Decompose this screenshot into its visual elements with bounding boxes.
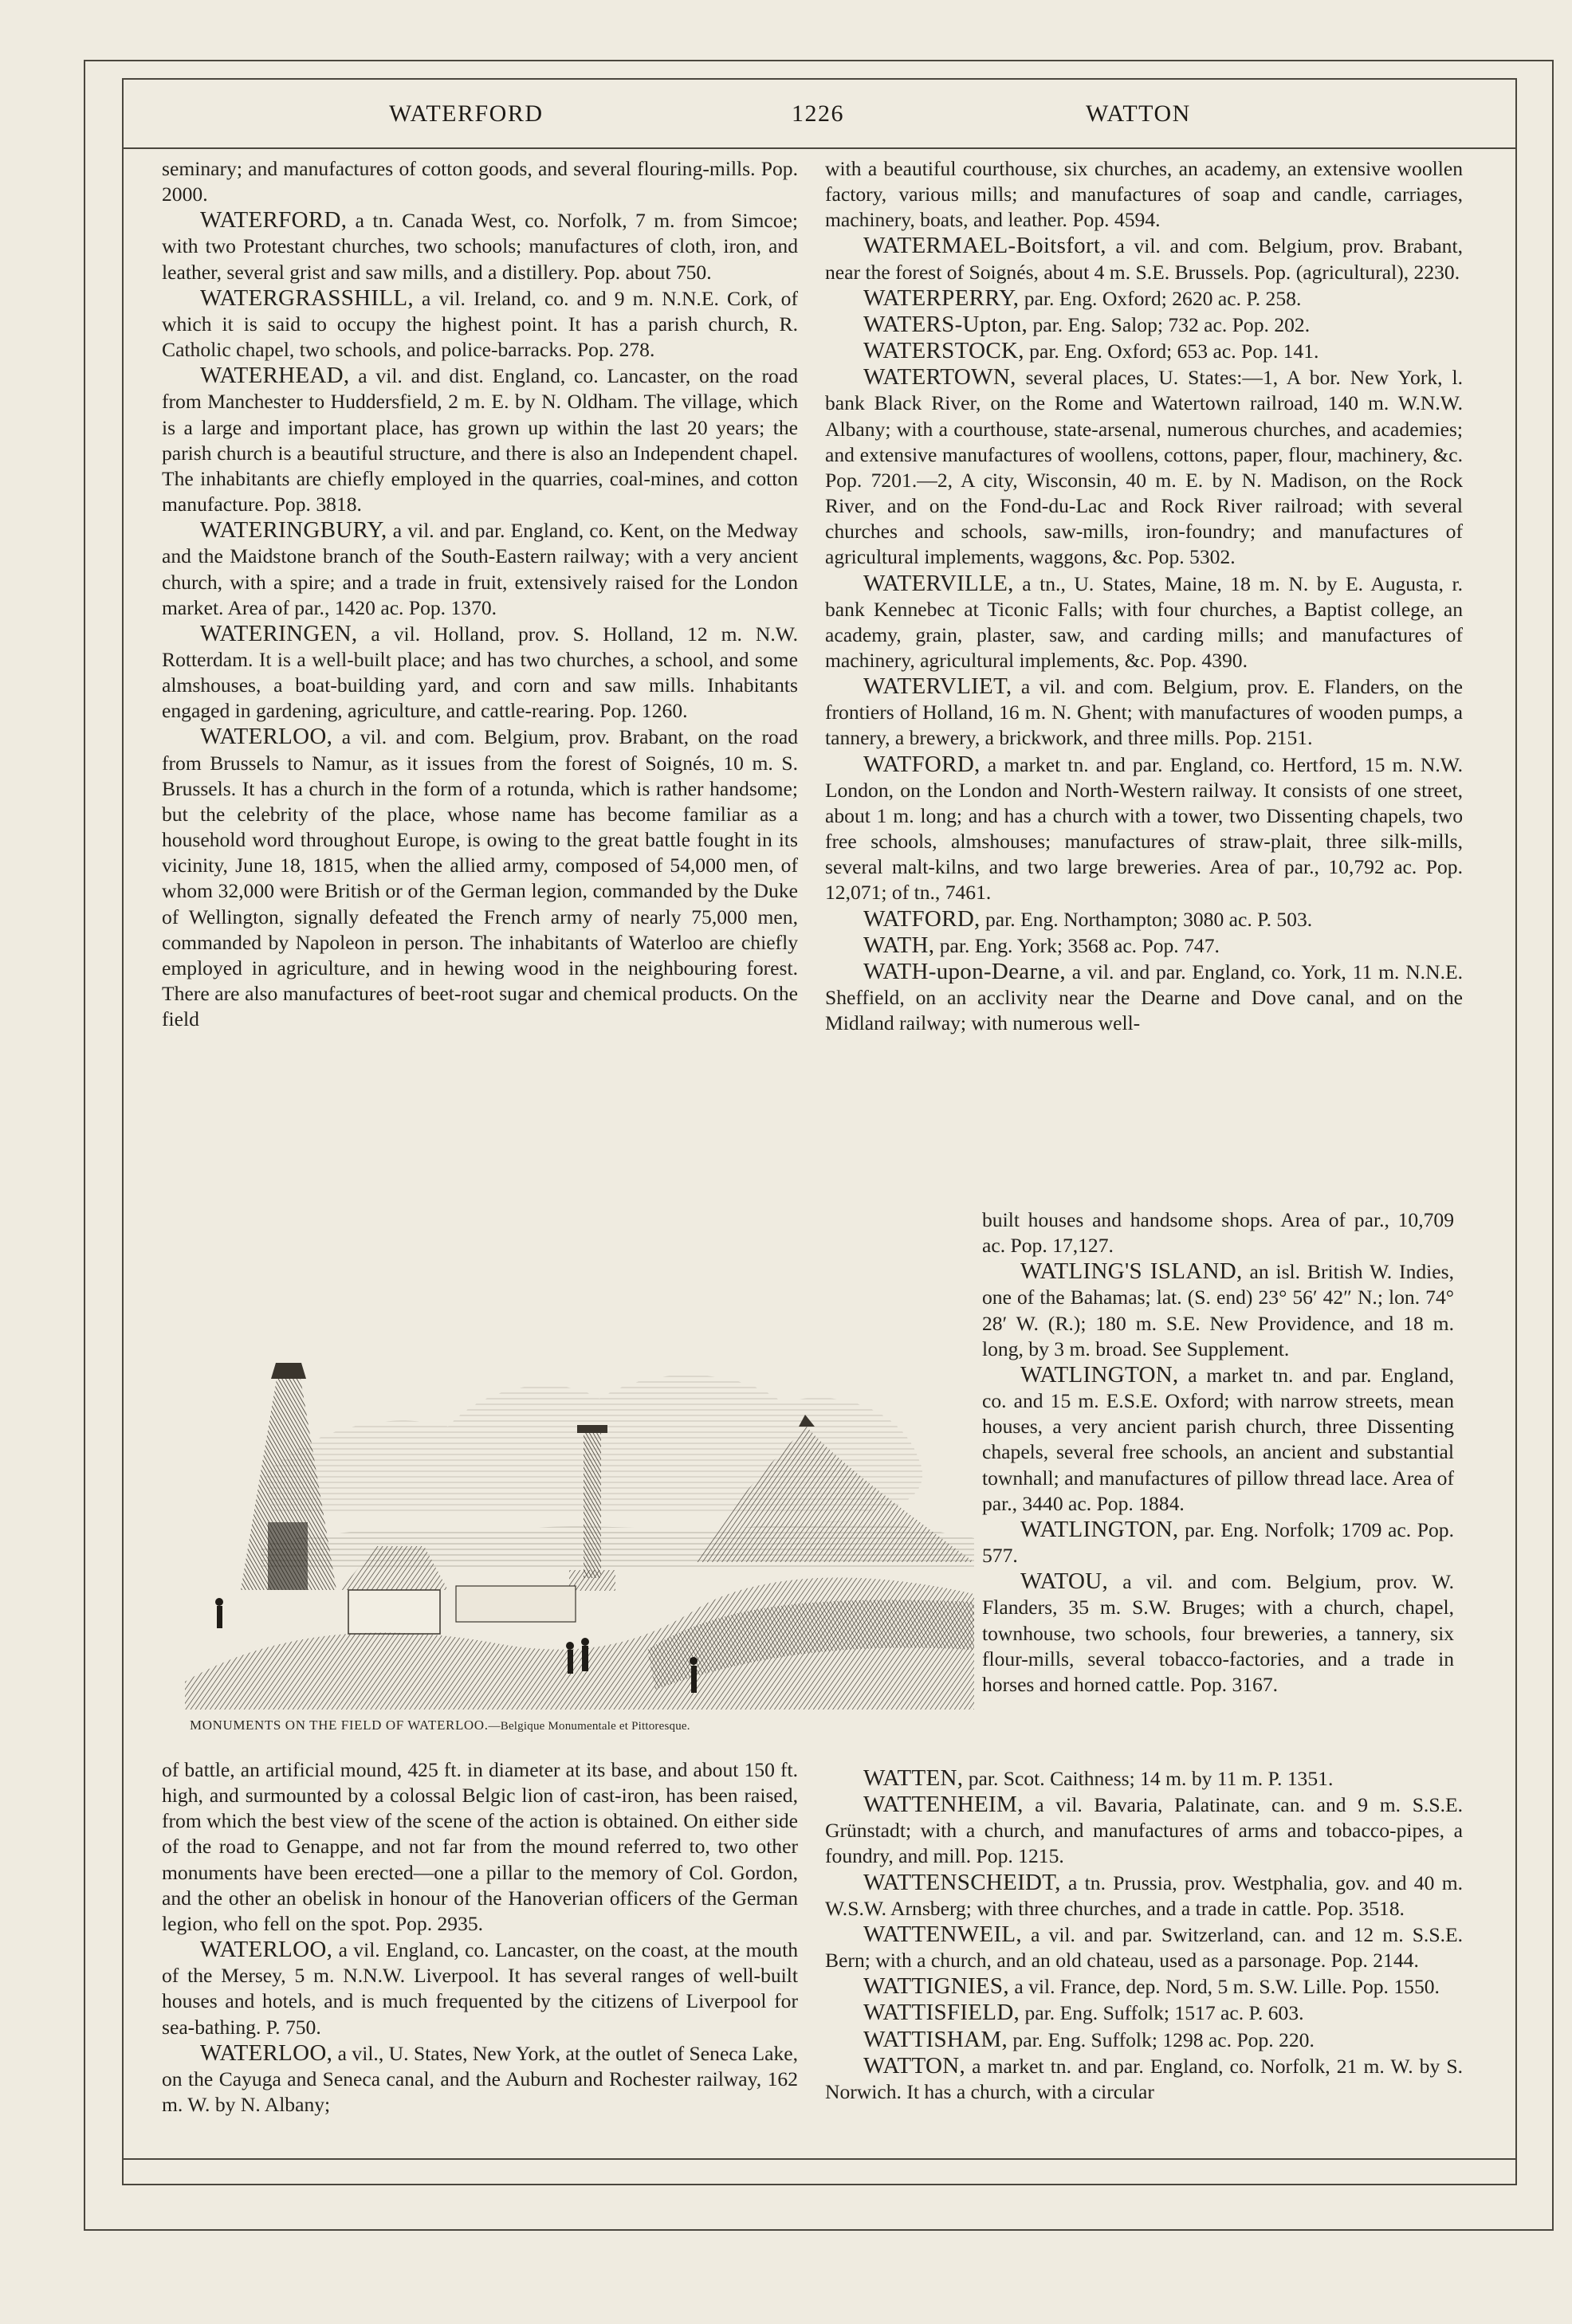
gazetteer-entry: WATERHEAD, a vil. and dist. England, co. Lancaster, on the road from Manchester to Huddersfield, 2 m. E. by N. Oldham. The village, which is a large and important place, has grown up within the last 20 years; the parish church is a beautiful structure, and there is also an Independent chapel. The inhabitants are chiefly employed in the quarries, coal-mines, and cotton manufacture. Pop. 3818. [162, 363, 798, 516]
gazetteer-entry: WATOU, a vil. and com. Belgium, prov. W. Flanders, 35 m. S.W. Bruges; with a church, chapel, townhouse, two schools, four breweries, a tannery, six flour-mills, several tobacco-factories, and a trade in horses and horned cattle. Pop. 3167. [982, 1568, 1454, 1696]
running-head-left: WATERFORD [389, 100, 544, 127]
gazetteer-entry: WATLINGTON, par. Eng. Norfolk; 1709 ac. Pop. 577. [982, 1516, 1454, 1568]
entry-continuation: of battle, an artificial mound, 425 ft. in diameter at its base, and about 150 ft. high, and surmounted by a colossal Belgic lion of cast-iron, has been raised, from which the best view of the scene of the action is obtained. On either side of the road to Genappe, and not far from the mound referred to, two other monuments have been erected—one a pillar to the memory of Col. Gordon, and the other an obelisk in honour of the Hanoverian officers of the German legion, who fell on the spot. Pop. 2935. [162, 1758, 798, 1935]
right-column-narrow [982, 1207, 1454, 1698]
figure-caption: MONUMENTS ON THE FIELD OF WATERLOO.—Belgique Monumentale et Pittoresque. [190, 1717, 690, 1733]
pillar-capital [577, 1425, 607, 1433]
gazetteer-entry: WATERVLIET, a vil. and com. Belgium, prov. E. Flanders, on the frontiers of Holland, 16 m. N. Ghent; with manufactures of wooden pumps, a tannery, a brewery, a brickwork, and three mills. Pop. 2151. [825, 673, 1463, 750]
footer-rule [122, 2158, 1515, 2160]
entry-continuation: built houses and handsome shops. Area of par., 10,709 ac. Pop. 17,127. [982, 1208, 1454, 1258]
left-column-bottom [162, 1757, 798, 2118]
right-column-bottom [825, 1765, 1463, 2105]
gazetteer-entry: WATTISHAM, par. Eng. Suffolk; 1298 ac. Pop. 220. [863, 2026, 1315, 2052]
gazetteer-entry: WATH-upon-Dearne, a vil. and par. England, co. York, 11 m. N.N.E. Sheffield, on an acclivity near the Dearne and Dove canal, and on the Midland railway; with numerous well- [825, 958, 1463, 1035]
cottage-wall [348, 1590, 440, 1634]
obelisk-base [268, 1522, 308, 1590]
gazetteer-entry: WATERLOO, a vil. England, co. Lancaster, on the coast, at the mouth of the Mersey, 5 m. N.N.W. Liverpool. It has several ranges of well-built houses and hotels, and is much frequented by the citizens of Liverpool for sea-bathing. P. 750. [162, 1937, 798, 2039]
gazetteer-entry: WATH, par. Eng. York; 3568 ac. Pop. 747. [863, 932, 1220, 958]
gordon-pillar [584, 1431, 601, 1578]
gazetteer-entry: WATFORD, par. Eng. Northampton; 3080 ac. P. 503. [863, 905, 1313, 932]
gazetteer-entry: WATERVILLE, a tn., U. States, Maine, 18 m. N. by E. Augusta, r. bank Kennebec at Ticonic Falls; with four churches, a Baptist college, an academy, grain, plaster, saw, and carding mills; and manufactures of machinery, agricultural implements, &c. Pop. 4390. [825, 570, 1463, 672]
gazetteer-entry: WATERLOO, a vil. and com. Belgium, prov. Brabant, on the road from Brussels to Namur, as it issues from the forest of Soignés, 10 m. S. Brussels. It has a church in the form of a rotunda, which is rather handsome; but the celebrity of the place, whose name has become familiar as a household word throughout Europe, is owing to the great battle fought in its vicinity, June 18, 1815, when the allied army, composed of 54,000 men, of whom 32,000 were British or of the German legion, commanded by the Duke of Wellington, signally defeated the French army of nearly 75,000 men, commanded by Napoleon in person. The inhabitants of Waterloo are chiefly employed in agriculture, and in hewing wood in the neighbouring forest. There are also manufactures of beet-root sugar and chemical products. On the field [162, 724, 798, 1031]
gazetteer-entry: WATTENSCHEIDT, a tn. Prussia, prov. Westphalia, gov. and 40 m. W.S.W. Arnsberg; with three churches, and a trade in cattle. Pop. 3518. [825, 1869, 1463, 1920]
gazetteer-entry: WATLING'S ISLAND, an isl. British W. Indies, one of the Bahamas; lat. (S. end) 23° 56′ 42″ N.; lon. 74° 28′ W. (R.); 180 m. S.E. New Providence, and 18 m. long, by 3 m. broad. See Supplement. [982, 1258, 1455, 1360]
gazetteer-entry: WATLINGTON, a market tn. and par. England, co. and 15 m. E.S.E. Oxford; with narrow streets, mean houses, a very ancient parish church, three Dissenting chapels, several free schools, an ancient and substantial townhall; and manufactures of pillow thread lace. Area of par., 3440 ac. Pop. 1884. [982, 1361, 1454, 1515]
obelisk-cap [271, 1363, 306, 1379]
gazetteer-entry: WATFORD, a market tn. and par. England, co. Hertford, 15 m. N.W. London, on the London and North-Western railway. It consists of one street, about 1 m. long; and has a church with a tower, two Dissenting chapels, two free schools, almshouses; manufactures of straw-plait, three silk-mills, several malt-kilns, and two large breweries. Area of par., 10,792 ac. Pop. 12,071; of tn., 7461. [825, 751, 1463, 905]
gazetteer-entry: WATTEN, par. Scot. Caithness; 14 m. by 11 m. P. 1351. [863, 1765, 1334, 1791]
gazetteer-entry: WATTISFIELD, par. Eng. Suffolk; 1517 ac. P. 603. [863, 2000, 1304, 2026]
right-column-top [825, 156, 1463, 1036]
running-head-right: WATTON [1086, 100, 1191, 127]
gazetteer-entry: WATERFORD, a tn. Canada West, co. Norfolk, 7 m. from Simcoe; with two Protestant churches, two schools; manufactures of cloth, iron, and leather, several grist and saw mills, and a distillery. Pop. about 750. [162, 207, 798, 284]
gazetteer-entry: WATERS-Upton, par. Eng. Salop; 732 ac. Pop. 202. [863, 311, 1311, 337]
left-column-top [162, 156, 798, 1032]
gazetteer-entry: WATERPERRY, par. Eng. Oxford; 2620 ac. P. 258. [863, 285, 1302, 311]
gazetteer-entry: WATTENHEIM, a vil. Bavaria, Palatinate, can. and 9 m. S.S.E. Grünstadt; with a church, and manufactures of arms and tobacco-pipes, a foundry, and mill. Pop. 1215. [825, 1792, 1463, 1868]
gazetteer-entry: WATTENWEIL, a vil. and par. Switzerland, can. and 12 m. S.S.E. Bern; with a church, and an old chateau, used as a parsonage. Pop. 2144. [825, 1921, 1463, 1973]
gazetteer-entry: WATERGRASSHILL, a vil. Ireland, co. and 9 m. N.N.E. Cork, of which it is said to occupy the highest point. It has a parish church, R. Catholic chapel, two schools, and police-barracks. Pop. 278. [162, 285, 798, 362]
gazetteer-entry: WATTIGNIES, a vil. France, dep. Nord, 5 m. S.W. Lille. Pop. 1550. [863, 1973, 1440, 2000]
header-rule [122, 147, 1515, 149]
farm-wall [456, 1586, 576, 1622]
page-number: 1226 [792, 100, 844, 127]
waterloo-engraving [185, 1307, 974, 1710]
gazetteer-entry: WATERSTOCK, par. Eng. Oxford; 653 ac. Pop. 141. [863, 338, 1319, 364]
gazetteer-entry: WATERMAEL-Boitsfort, a vil. and com. Belgium, prov. Brabant, near the forest of Soignés, about 4 m. S.E. Brussels. Pop. (agricultural), 2230. [825, 233, 1463, 284]
gazetteer-entry: WATERINGEN, a vil. Holland, prov. S. Holland, 12 m. N.W. Rotterdam. It is a well-built place; and has two churches, a school, and some almshouses, a boat-building yard, and corn and saw mills. Inhabitants engaged in gardening, agriculture, and cattle-rearing. Pop. 1260. [162, 620, 798, 723]
entry-continuation: with a beautiful courthouse, six churches, an academy, an extensive woollen factory, various mills; and manufactures of soap and candle, carriages, machinery, boats, and leather. Pop. 4594. [825, 157, 1463, 232]
gazetteer-entry: WATERTOWN, several places, U. States:—1, A bor. New York, l. bank Black River, on the Rome and Watertown railroad, 140 m. W.N.W. Albany; with a courthouse, state-arsenal, numerous churches, and academies; and extensive manufactures of woollens, cottons, paper, flour, machinery, &c. Pop. 7201.—2, A city, Wisconsin, 40 m. E. by N. Madison, on the Rock River, and on the Fond-du-Lac and Rock River railroad; with several churches and schools, saw-mills, iron-foundry; and manufactures of agricultural implements, waggons, &c. Pop. 5302. [825, 364, 1463, 569]
entry-continuation: seminary; and manufactures of cotton goods, and several flouring-mills. Pop. 2000. [162, 157, 798, 206]
gazetteer-entry: WATERINGBURY, a vil. and par. England, co. Kent, on the Medway and the Maidstone branch of the South-Eastern railway; with a very ancient church, with a spire; and a trade in fruit, extensively raised for the London market. Area of par., 1420 ac. Pop. 1370. [162, 517, 798, 619]
pillar-base [569, 1570, 615, 1591]
gazetteer-entry: WATTON, a market tn. and par. England, co. Norfolk, 21 m. W. by S. Norwich. It has a church, with a circular [825, 2052, 1463, 2103]
gazetteer-entry: WATERLOO, a vil., U. States, New York, at the outlet of Seneca Lake, on the Cayuga and Seneca canal, and the Auburn and Rochester railway, 162 m. W. by N. Albany; [162, 2039, 798, 2117]
